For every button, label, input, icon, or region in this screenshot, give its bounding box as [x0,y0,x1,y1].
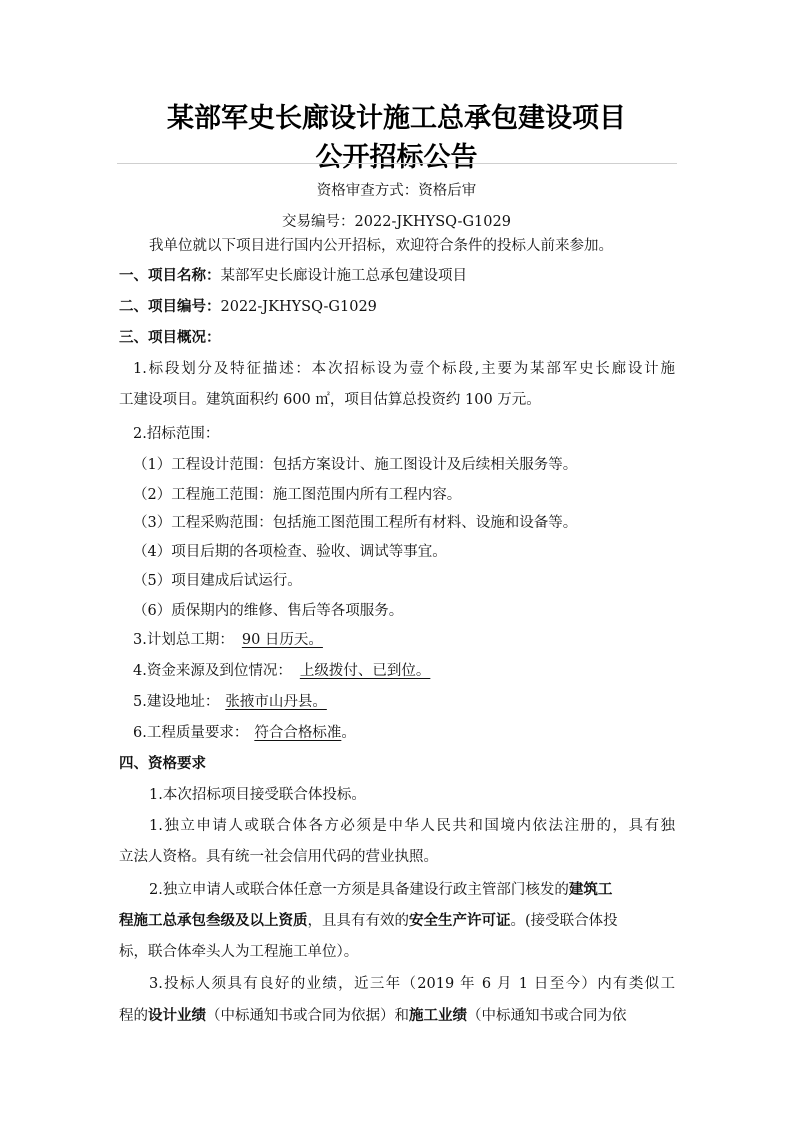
overview-p1-line1: 1.标段划分及特征描述：本次招标设为壹个标段,主要为某部军史长廊设计施 [133,361,675,377]
section-label: 一、项目名称： [119,267,221,284]
p5-value: 张掖市山丹县。 [225,694,327,710]
overview-p3 [133,630,327,650]
scope-item-6: （6）质保期内的维修、售后等各项服务。 [133,603,404,619]
qual-item-3-line2 [119,1006,627,1026]
overview-p1-line2: 工建设项目。建筑面积约 600 ㎡，项目估算总投资约 100 万元。 [119,392,541,408]
qual-item-3-line1: 3.投标人须具有良好的业绩，近三年（2019 年 6 月 1 日至今）内有类似工 [149,976,675,992]
scope-item-2: （2）工程施工范围：施工图范围内所有工程内容。 [133,487,462,503]
qual-item-1-line2: 立法人资格。具有统一社会信用代码的营业执照。 [119,849,438,865]
q3-text: （中标通知书或合同为依据）和 [206,1008,409,1024]
section-project-number [119,297,377,317]
qual-item-2-line2 [119,911,618,931]
title-divider [117,163,677,164]
q2-text: 2.独立申请人或联合体任意一方须是具备建设行政主管部门核发的 [149,882,569,898]
p4-label: 4.资金来源及到位情况： [133,663,292,679]
section-value: 某部军史长廊设计施工总承包建设项目 [220,268,467,284]
qual-item-2-line3: 标，联合体牵头人为工程施工单位）。 [119,944,359,960]
qual-item-0: 1.本次招标项目接受联合体投标。 [149,787,366,803]
q3-text: 程的 [119,1008,148,1024]
qual-item-2-line1 [149,880,612,900]
p6-end: 。 [341,725,356,741]
trade-number: 交易编号：2022-JKHYSQ-G1029 [282,214,511,230]
overview-p4 [133,661,442,681]
section-value: 2022-JKHYSQ-G1029 [220,299,377,315]
scope-item-4: （4）项目后期的各项检查、验收、调试等事宜。 [133,544,447,560]
scope-item-1: （1）工程设计范围：包括方案设计、施工图设计及后续相关服务等。 [133,457,578,473]
overview-p5 [133,692,333,712]
scope-item-5: （5）项目建成后试运行。 [133,573,302,589]
section-label: 二、项目编号： [119,298,221,315]
doc-title-line1: 某部军史长廊设计施工总承包建设项目 [167,103,626,134]
overview-p6 [133,723,356,743]
section-qualification-heading: 四、资格要求 [119,755,206,772]
q2-bold: 程施工总承包叁级及以上资质 [119,912,308,929]
p4-value: 上级拨付、已到位。 [299,663,431,679]
review-method: 资格审查方式：资格后审 [316,183,477,199]
q2-text: ，且具有有效的 [307,913,409,929]
p5-label: 5.建设地址： [133,694,220,710]
p6-label: 6.工程质量要求： [133,725,249,741]
overview-p2: 2.招标范围： [133,426,220,442]
section-overview-heading: 三、项目概况： [119,329,221,346]
q3-bold: 设计业绩 [148,1007,206,1024]
q3-text: （中标通知书或合同为依 [467,1008,627,1024]
p3-value: 90 日历天。 [241,632,323,648]
doc-title-line2: 公开招标公告 [315,142,478,173]
qual-item-1-line1: 1.独立申请人或联合体各方必须是中华人民共和国境内依法注册的，具有独 [149,818,675,834]
q3-bold: 施工业绩 [409,1007,467,1024]
scope-item-3: （3）工程采购范围：包括施工图范围工程所有材料、设施和设备等。 [133,515,578,531]
p6-value: 符合合格标准 [254,725,342,741]
p3-label: 3.计划总工期： [133,632,234,648]
q2-text: 。(接受联合体投 [510,913,618,929]
q2-bold: 安全生产许可证 [409,912,511,929]
section-project-name [119,266,467,286]
intro-text: 我单位就以下项目进行国内公开招标，欢迎符合条件的投标人前来参加。 [149,238,613,254]
q2-bold: 建筑工 [568,881,613,898]
